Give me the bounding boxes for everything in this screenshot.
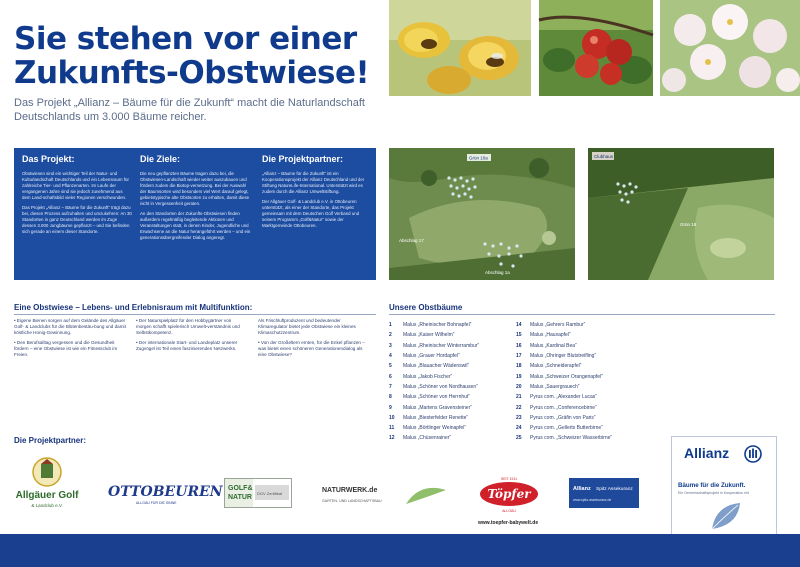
tree-number: 14 (516, 322, 522, 329)
map-right-label-top: Clubhaus (594, 154, 614, 159)
list-item (389, 423, 514, 433)
ottobeuren-logo (106, 478, 223, 508)
obstwiese-bullet: • Der internationale Start- und Landeplatz unserer Zugvögel ist Teil eines faszinierenden Netzwerks. (136, 339, 238, 351)
allgaeuer-golf-logo (16, 456, 78, 518)
tree-name: Malus „Rheinischer Winterrambur“ (403, 342, 480, 349)
tree-name: Malus „Chüsenrainer“ (403, 435, 452, 442)
tree-number: 8 (389, 394, 392, 401)
ottobeuren-tagline: ALLGÄU FÜR DIE SINNE (136, 501, 177, 505)
spitz-url: www.spitz-assekuranz.de (573, 498, 612, 502)
photo-blossoms (660, 0, 800, 96)
tree-name: Malus „Ohringer Blutstreifling“ (530, 353, 597, 360)
golf-natur-badge: DGV Zertifikat (257, 491, 283, 496)
tree-name: Malus „Gehrers Rambur“ (530, 322, 586, 329)
obstwiese-column-2 (136, 318, 248, 355)
tree-number: 25 (516, 435, 522, 442)
list-item (389, 371, 514, 381)
tree-number: 2 (389, 332, 392, 339)
list-item (516, 413, 656, 423)
obstwiese-title: Eine Obstwiese – Lebens- und Erlebnisraum mit Multifunktion: (14, 303, 253, 312)
tree-number: 5 (389, 363, 392, 370)
tree-number: 7 (389, 383, 392, 390)
toepfer-region: ALLGÄU (502, 509, 516, 513)
ottobeuren-wordmark: OTTOBEUREN (108, 484, 223, 500)
tree-number: 23 (516, 414, 522, 421)
tree-number: 10 (389, 414, 395, 421)
footer-bar (0, 534, 800, 567)
list-item (516, 392, 656, 402)
list-item (516, 423, 656, 433)
tree-number: 1 (389, 322, 392, 329)
allianz-eagle-icon (744, 445, 762, 463)
tree-name: Malus „Hauxapfel“ (530, 332, 571, 339)
tree-name: Malus „Blauacher Wädenswil“ (403, 363, 470, 370)
allgaeuer-golf-name: Allgäuer Golf (15, 490, 79, 501)
golf-natur-line-2: NATUR (228, 494, 252, 501)
list-item (516, 320, 656, 330)
tree-list-right (516, 320, 656, 444)
obstbaeume-divider (389, 314, 775, 315)
list-item (389, 320, 514, 330)
intro-text: Das Projekt „Allianz – Bäume für die Zukunft“ macht die Naturlandschaft Deutschlands um 3.000 Bäume reicher. (14, 97, 365, 123)
tree-name: Malus „Kardinal Bea“ (530, 342, 577, 349)
photo-bees (389, 0, 531, 96)
tree-number: 15 (516, 332, 522, 339)
tree-number: 21 (516, 394, 522, 401)
tree-name: Malus „Schweizer Orangenapfel“ (530, 373, 603, 380)
tree-name: Malus „Grauer Hordapfel“ (403, 353, 460, 360)
list-item (516, 330, 656, 340)
info-box (14, 148, 376, 280)
tree-number: 18 (516, 363, 522, 370)
tree-name: Malus „Schneiderapfel“ (530, 363, 582, 370)
map-left-label-left: Abschlag 17 (399, 238, 424, 243)
obstwiese-bullet: • Der Naturspielplatz für den Hobbygärtner von morgen schafft spielerisch Umwelt-verständnis und Selbstkompetenz. (136, 318, 240, 336)
tree-name: Malus „Sauergrauech“ (530, 383, 580, 390)
tree-number: 16 (516, 342, 522, 349)
toepfer-url[interactable]: www.toepfer-babywelt.de (478, 520, 539, 526)
die-ziele-text-2: An den Standorten der Zukunfts-Obstwiesen finden außerdem regelmäßig begleitende Aktionen und Veranstaltungen statt, in denen Kinder, Jugendliche und Erwachsene an die Natur herangeführt werden – und ein generationsübergreifender Dialog angeregt. (140, 211, 251, 240)
spitz-brand: Allianz (573, 486, 591, 492)
tree-number: 17 (516, 353, 522, 360)
aerial-map-right (588, 148, 774, 280)
list-item (516, 351, 656, 361)
projektpartner-text-2: Der Allgäuer Golf- & Landclub e.V. in Ottobeuren unterstützt, als einer der Standorte, das Projekt gemeinsam mit dem Deutschen Golf Verband und seinem Programm „Golf&Natur“ sowie der Marktgemeinde Ottobeuren. (262, 199, 360, 228)
map-left-label-bottom: Abschlag 1a (485, 270, 510, 275)
allianz-tagline: Bäume für die Zukunft. (678, 482, 746, 489)
tree-number: 19 (516, 373, 522, 380)
tree-number: 6 (389, 373, 392, 380)
naturwerk-tagline: GARTEN- UND LANDSCHAFTSBAU (322, 499, 382, 503)
list-item (516, 402, 656, 412)
list-item (389, 413, 514, 423)
tree-name: Malus „Schöner von Herrnhut“ (403, 394, 470, 401)
naturwerk-logo (320, 482, 450, 508)
map-left-label-top: Grün 10a (469, 155, 488, 161)
allianz-subline: Ein Gemeinschaftsprojekt in Kooperation mit (678, 491, 749, 495)
tree-name: Pyrus com. „Alexander Lucas“ (530, 394, 597, 401)
obstbaeume-title: Unsere Obstbäume (389, 303, 463, 312)
tree-number: 24 (516, 425, 522, 432)
photo-apples (539, 0, 653, 96)
tree-name: Malus „Schöner von Nordhausen“ (403, 383, 478, 390)
obstwiese-bullet: Als Frischluftproduzent und bedeutender Klimaregulator bietet jede Obstwiese ein kleines Klimaschutzzentrum. (258, 318, 356, 336)
golf-natur-line-1: GOLF& (228, 485, 253, 492)
tree-number: 4 (389, 353, 392, 360)
tree-number: 3 (389, 342, 392, 349)
obstwiese-bullet: • Den Berufsalltag vergessen und die Gesundheit fördern – eine Obstwiese ist wie ein Fitnessclub im Freien. (14, 339, 118, 358)
list-item (389, 382, 514, 392)
tree-number: 22 (516, 404, 522, 411)
toepfer-since: SEIT 1911 (500, 477, 518, 481)
obstwiese-bullet: • Von der Großeltern ernten, für die Enkel pflanzen – was bietet einen schöneren Generationendialog als eine Obstwiese? (258, 339, 365, 358)
aerial-map-left (389, 148, 575, 280)
allianz-wordmark: Allianz (684, 445, 730, 461)
tree-name: Malus „Biesterfelder Renette“ (403, 414, 469, 421)
tree-name: Malus „Rheinischer Bohnapfel“ (403, 322, 472, 329)
obstwiese-divider (14, 314, 376, 315)
tree-list-left (389, 320, 514, 444)
partners-title: Die Projektpartner: (14, 436, 87, 445)
list-item (516, 361, 656, 371)
info-column-die-ziele (140, 154, 252, 245)
headline-line-1: Sie stehen vor einer (14, 21, 357, 57)
die-ziele-heading: Die Ziele: (140, 154, 181, 164)
info-column-das-projekt (22, 154, 132, 239)
tree-name: Pyrus com. „Gräfin von Paris“ (530, 414, 596, 421)
list-item (516, 341, 656, 351)
tree-number: 11 (389, 425, 395, 432)
tree-name: Pyrus com. „Gellerts Butterbirne“ (530, 425, 603, 432)
projektpartner-heading: Die Projektpartner: (262, 154, 344, 164)
info-column-projektpartner (262, 154, 370, 233)
tree-number: 9 (389, 404, 392, 411)
toepfer-logo (478, 474, 540, 514)
allianz-panel (671, 436, 777, 550)
tree-number: 20 (516, 383, 522, 390)
list-item (389, 330, 514, 340)
die-ziele-text-1: Die neu gepflanzten Bäume tragen dazu bei, die Obstwiesen-Landschaft wieder weiter auszubauen und fördern zudem die Biotop-vernetzung. Bei der Auswahl der Baumsorten wird besonders viel Wert darauf gelegt, gebietstypische alte Obstsorten zu erhalten, damit diese nicht in Vergessenheit geraten. (140, 171, 250, 206)
tree-name: Pyrus com. „Conferencebirne“ (530, 404, 597, 411)
das-projekt-text-1: Obstwiesen sind ein wichtiger Teil der Natur- und Kulturlandschaft Deutschlands und ein Lebensraum für zahlreiche Tier- und Pflanzenarten. Im Laufe der vergangenen Jahre sind sie jedoch zunehmend aus dem Land-schaftsbild vieler Regionen verschwunden. (22, 171, 129, 200)
list-item (389, 433, 514, 443)
obstwiese-column-3 (258, 318, 370, 361)
tree-name: Malus „Kaiser Wilhelm“ (403, 332, 455, 339)
list-item (516, 433, 656, 443)
naturwerk-wordmark: NATURWERK.de (322, 487, 378, 494)
tree-name: Pyrus com. „Schweizer Wasserbirne“ (530, 435, 613, 442)
spitz-assekuranz-logo (569, 478, 639, 508)
das-projekt-text-2: Das Projekt „Allianz – Bäume für die Zukunft“ trägt dazu bei, diesen Prozess aufzuhalten und umzukehren: An 30 Standorten in ganz Deutschland werden im Zuge dessen 3.000 Jungbäume gepflanzt – und Sie befinden sich gerade an einem dieser Standorte. (22, 205, 132, 234)
list-item (389, 402, 514, 412)
obstwiese-column-1 (14, 318, 126, 361)
list-item (389, 361, 514, 371)
list-item (389, 351, 514, 361)
spitz-name: Spitz Assekuranz (596, 487, 633, 492)
list-item (516, 382, 656, 392)
map-right-label-mid: Grün 18 (680, 222, 697, 227)
allgaeuer-golf-sub: & Landclub e.V. (31, 503, 63, 508)
list-item (516, 371, 656, 381)
headline-line-2: Zukunfts-Obstwiese! (14, 55, 370, 91)
projektpartner-text-1: „Allianz – Bäume für die Zukunft“ ist ein Kooperationsprojekt der Allianz Deutschland und der Stiftung NatureLife-International. Unterstützt wird es zudem durch die Allianz Umweltstiftung. (262, 171, 365, 194)
list-item (389, 392, 514, 402)
page-title (14, 22, 369, 90)
tree-name: Malus „Börtlinger Weinapfel“ (403, 425, 466, 432)
tree-number: 12 (389, 435, 395, 442)
tree-name: Malus „Jakob Fischer“ (403, 373, 453, 380)
golf-natur-logo (224, 478, 292, 508)
leaf-icon (708, 499, 744, 533)
toepfer-wordmark: Töpfer (487, 487, 531, 501)
tree-name: Malus „Martens Gravensteiner“ (403, 404, 472, 411)
das-projekt-heading: Das Projekt: (22, 154, 75, 164)
obstwiese-bullet: • Eigene Bienen sorgen auf dem Gelände des Allgäuer Golf- & Landclubs für die Blütenbestäu-bung und damit köstliche Honig-Gewinnung. (14, 318, 126, 336)
list-item (389, 341, 514, 351)
